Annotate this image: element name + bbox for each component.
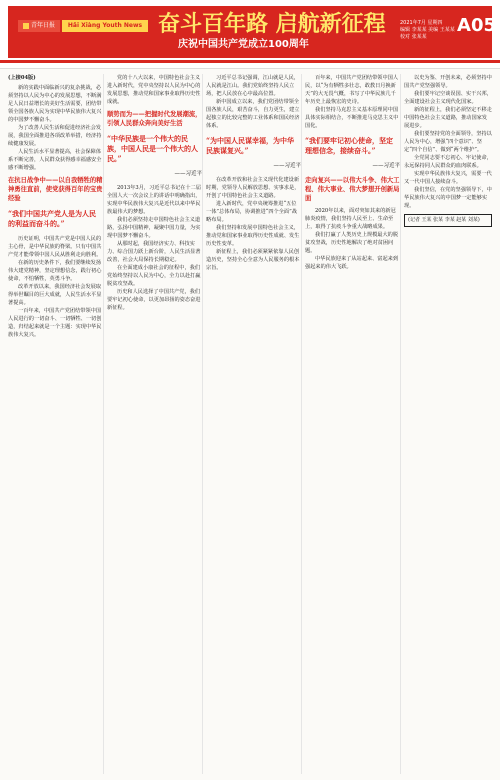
paragraph: 在全面建成小康社会的征程中，我们党始终坚持以人民为中心，全力以赴打赢脱贫攻坚战。 [107,265,201,287]
paragraph: 新征程上，我们必须紧紧依靠人民创造历史，坚持全心全意为人民服务的根本宗旨。 [206,249,300,271]
pull-quote: “我们要牢记初心使命，坚定理想信念，接续奋斗。” [305,136,394,155]
paragraph: 我们必须坚持走中国特色社会主义道路，弘扬中国精神，凝聚中国力量，为实现中国梦不懈奋斗。 [107,217,201,239]
paragraph: 习近平总书记强调，江山就是人民，人民就是江山。我们党始终坚持人民立场，把人民放在心中最高位置。 [206,75,300,97]
column-2 [107,74,202,774]
meta-line: 2021年7月 星期四 [400,20,443,26]
article-body [8,74,492,774]
paragraph: 我们坚持马克思主义基本原理同中国具体实际相结合，不断推进马克思主义中国化。 [305,107,399,129]
paragraph: 新的征程上，我们必须坚定不移走中国特色社会主义道路，推动国家发展进步。 [404,107,492,129]
edition-block [400,16,496,50]
section-subhead: 在抗日战争中——以自我牺牲的精神勇往直前，使党获得百年的宝贵经验 [8,177,103,202]
continued-note: (上接04版) [8,75,36,81]
byline-box: (记者 王某 张某 李某 赵某 刘某) [404,214,492,227]
paragraph: 为了改善人民生活和促进经济社会发展，我国全面推进各项改革举措，经济持续健康发展。 [8,125,102,147]
paragraph: 历史和人民选择了中国共产党，我们要牢记初心使命，以更加昂扬的姿态奋进新征程。 [107,289,201,311]
quote-attribution: ——习近平 [372,163,400,169]
paragraph: 我们坚持和发展中国特色社会主义，推动党和国家事业取得历史性成就、发生历史性变革。 [206,225,300,247]
paragraph: 在新的历史条件下，我们要继续发扬伟大建党精神，坚定理想信念，践行初心使命，不怕牺牲，英勇斗争。 [8,260,102,282]
paragraph: 全党同志要不忘初心、牢记使命，永远保持同人民群众的血肉联系。 [404,155,492,169]
meta-line: 编辑 李某某 美编 王某某 [400,27,455,33]
paragraph: 从那时起，我国经济实力、科技实力、综合国力跃上新台阶，人民生活显著改善，社会大局保持长期稳定。 [107,241,201,263]
header-divider [0,60,500,63]
paragraph: 我们打赢了人类历史上规模最大的脱贫攻坚战，历史性地解决了绝对贫困问题。 [305,232,399,254]
quote-attribution: ——习近平 [174,171,202,177]
paragraph: 我们要牢记空谈误国、实干兴邦，全面建设社会主义现代化国家。 [404,91,492,105]
column-4 [305,74,400,774]
paragraph: 一百年来，中国共产党团结带领中国人民进行的一切奋斗、一切牺牲、一切创造，归结起来就是一个主题：实现中华民族伟大复兴。 [8,308,102,338]
headline-subtitle: 庆祝中国共产党成立100周年 [178,39,309,50]
section-subhead: 走向复兴——以伟大斗争、伟大工程、伟大事业、伟大梦想开创新局面 [305,177,400,202]
paragraph: 我们坚信，在党的坚强领导下，中华民族伟大复兴的中国梦一定能够实现。 [404,187,492,209]
paragraph: 2020年以来，面对突如其来的新冠肺炎疫情，我们坚持人民至上、生命至上，取得了抗疫斗争重大战略成果。 [305,208,396,230]
paragraph: 改革开放以来，我国经济社会发展取得举世瞩目的巨大成就，人民生活水平显著提高。 [8,284,102,306]
paragraph: 实现中华民族伟大复兴，需要一代又一代中国人接续奋斗。 [404,171,492,185]
edition-meta [400,20,455,41]
meta-line: 校对 张某某 [400,34,427,40]
column-1 [8,74,103,774]
paragraph: 新的实践中面临新兴的复杂挑战，必须坚持以人民为中心的发展思想，不断满足人民日益增长的美好生活需要，团结带领全国各族人民为实现中华民族伟大复兴的中国梦不懈奋斗。 [8,85,102,123]
headline-title: 奋斗百年路 启航新征程 [158,11,386,37]
paper-logo: Hǎi Xiàng Youth News [62,20,148,32]
column-3 [206,74,301,774]
paragraph: 进入新时代，党中央统筹推进“五位一体”总体布局，协调推进“四个全面”战略布局。 [206,201,297,223]
paragraph: 历史证明，中国共产党是中国人民的主心骨，是中华民族的脊梁。只有中国共产党才能带领中国人民从胜利走向胜利。 [8,236,102,258]
masthead [0,0,500,69]
column-5 [404,74,492,774]
paragraph: 2013年3月，习近平总书记在十二届全国人大一次会议上的讲话中明确指出，实现中华民族伟大复兴是近代以来中华民族最伟大的梦想。 [107,185,201,215]
pull-quote: “为中国人民谋幸福，为中华民族谋复兴。” [206,136,295,155]
paragraph: 新中国成立以来，我们党团结带领全国各族人民，艰苦奋斗，自力更生，建立起独立的比较完整的工业体系和国民经济体系。 [206,99,300,129]
paragraph: 以史为鉴、开创未来，必须坚持中国共产党坚强领导。 [404,75,492,89]
paragraph: 中华民族迎来了从站起来、富起来到强起来的伟大飞跃。 [305,256,399,270]
paragraph: 人民生活水平显著提高，社会保障体系不断完善，人民群众获得感幸福感安全感不断增强。 [8,149,102,171]
quote-attribution: ——习近平 [273,163,301,169]
masthead-banner [8,6,496,58]
section-subhead: 顺势而为——把握时代发展潮流，引领人民群众奔向美好生活 [107,111,202,127]
paper-logo-small: 青年日报 [18,20,60,32]
pull-quote: “我们中国共产党人是为人民的利益而奋斗的。” [8,209,97,228]
paragraph: 我们要坚持党的全面领导，坚持以人民为中心，增强“四个意识”、坚定“四个自信”、做到“两个维护”。 [404,131,492,153]
paragraph: 百年来，中国共产党团结带领中国人民，以“为有牺牲多壮志，敢教日月换新天”的大无畏气概，书写了中华民族几千年历史上最恢宏的史诗。 [305,75,399,105]
paragraph: 在改革开放和社会主义现代化建设新时期，党领导人民解放思想、实事求是，开创了中国特色社会主义道路。 [206,177,300,199]
page-number: A05 [457,15,496,36]
paragraph: 党的十八大以来，中国特色社会主义进入新时代，党中央坚持以人民为中心的发展思想，推动党和国家事业取得历史性成就。 [107,75,201,105]
pull-quote: “中华民族是一个伟大的民族，中国人民是一个伟大的人民。” [107,134,198,163]
